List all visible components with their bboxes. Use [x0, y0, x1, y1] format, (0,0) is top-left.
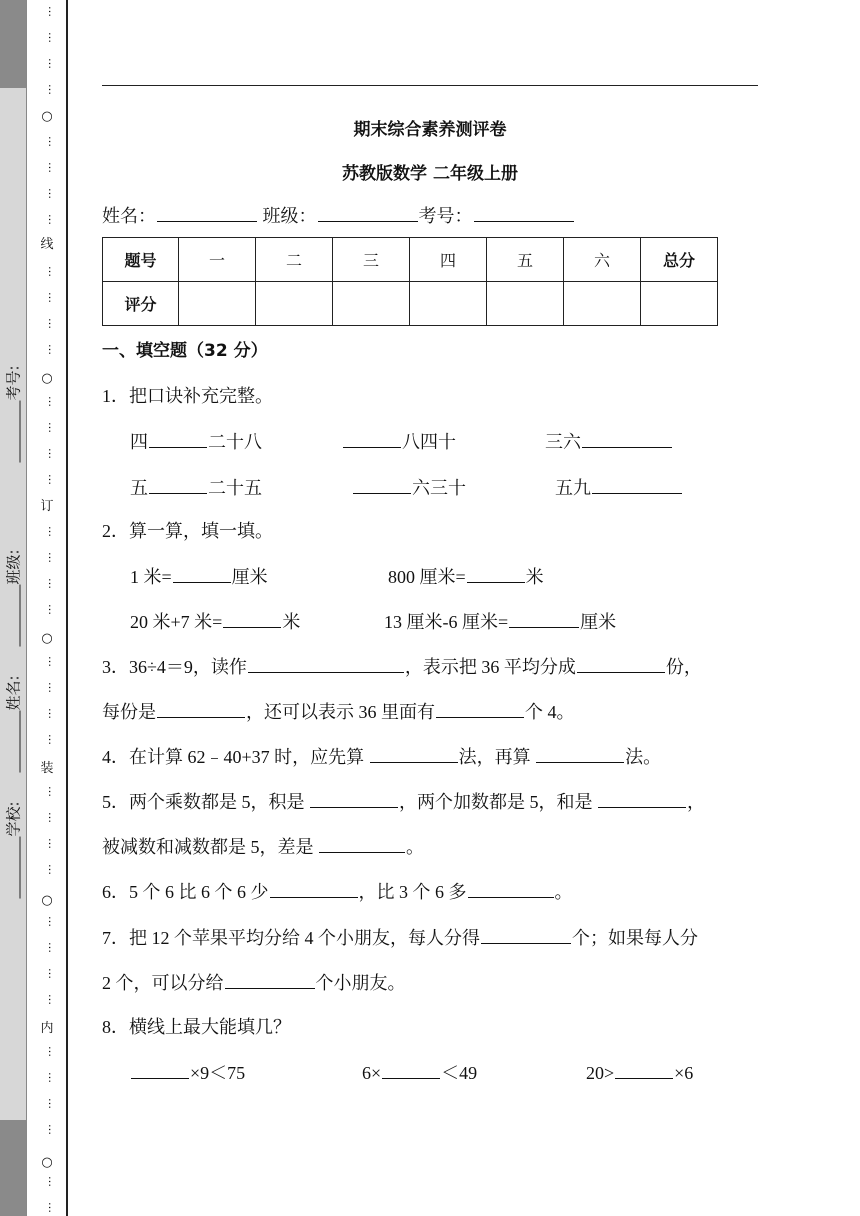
cut-dots: … — [46, 1098, 59, 1109]
question-2: 2．算一算，填一填。 — [102, 521, 273, 541]
cut-dots: … — [46, 396, 59, 407]
answer-blank[interactable] — [157, 699, 245, 718]
sidebar-bottom-block — [0, 1120, 26, 1216]
answer-blank[interactable] — [248, 654, 404, 673]
sidebar-class: 班级: — [3, 549, 24, 650]
answer-blank[interactable] — [509, 609, 579, 628]
cut-dots: … — [46, 188, 59, 199]
question-7-line2: 2 个，可以分给 个小朋友。 — [102, 970, 406, 995]
cut-dots: … — [46, 1072, 59, 1083]
exam-no-blank[interactable] — [8, 401, 21, 463]
cut-dots: … — [46, 214, 59, 225]
q2-c: 20 米+7 米= 米 — [130, 609, 300, 634]
score-header-row — [103, 238, 718, 282]
cut-dots: … — [46, 344, 59, 355]
table-cell: 一 — [179, 238, 256, 282]
answer-blank[interactable] — [592, 475, 682, 494]
question-4: 4．在计算 62﹣40+37 时，应先算 法，再算 法。 — [102, 744, 661, 769]
answer-blank[interactable] — [310, 789, 398, 808]
question-6: 6．5 个 6 比 6 个 6 少 ，比 3 个 6 多 。 — [102, 879, 573, 904]
score-value-row — [103, 282, 718, 326]
q1-row2-a: 五 二十五 — [130, 475, 262, 500]
score-input-cell[interactable] — [487, 282, 564, 326]
answer-blank[interactable] — [467, 564, 525, 583]
score-input-cell[interactable] — [333, 282, 410, 326]
header-rule — [102, 85, 758, 86]
question-5-line1: 5．两个乘数都是 5，积是 ，两个加数都是 5，和是 ， — [102, 789, 705, 814]
answer-blank[interactable] — [582, 429, 672, 448]
exam-label: 考号： — [418, 206, 473, 226]
cut-mark: 线 — [40, 237, 54, 252]
answer-blank[interactable] — [353, 475, 411, 494]
answer-blank[interactable] — [598, 789, 686, 808]
cut-ring: ○ — [41, 109, 53, 124]
student-info-line — [102, 203, 575, 228]
answer-blank[interactable] — [149, 429, 207, 448]
cut-dots: … — [46, 838, 59, 849]
q1-row2-b: 六三十 — [352, 475, 466, 500]
score-input-cell[interactable] — [641, 282, 718, 326]
class-blank[interactable] — [8, 585, 21, 647]
cut-mark: 订 — [40, 499, 54, 514]
cut-dots: … — [46, 682, 59, 693]
answer-blank[interactable] — [481, 925, 571, 944]
answer-blank[interactable] — [343, 429, 401, 448]
question-1: 1．把口诀补充完整。 — [102, 386, 273, 406]
sidebar-exam-no: 考号: — [3, 365, 24, 466]
q8-c: 20> ×6 — [586, 1060, 693, 1085]
cut-dots: … — [46, 292, 59, 303]
answer-blank[interactable] — [223, 609, 281, 628]
score-table — [102, 237, 718, 326]
cut-dots: … — [46, 526, 59, 537]
cut-dots: … — [46, 136, 59, 147]
cut-dots: … — [46, 84, 59, 95]
cut-dots: … — [46, 968, 59, 979]
table-cell: 总分 — [641, 238, 718, 282]
score-input-cell[interactable] — [256, 282, 333, 326]
cut-dots: … — [46, 448, 59, 459]
cut-dots: … — [46, 1176, 59, 1187]
score-input-cell[interactable] — [410, 282, 487, 326]
cut-dots: … — [46, 162, 59, 173]
q1-row1-b: 八四十 — [342, 429, 456, 454]
q8-a: ×9＜75 — [130, 1060, 245, 1085]
answer-blank[interactable] — [536, 744, 624, 763]
table-cell: 二 — [256, 238, 333, 282]
answer-blank[interactable] — [615, 1060, 673, 1079]
table-cell: 四 — [410, 238, 487, 282]
page-subtitle: 苏教版数学 二年级上册 — [342, 164, 518, 184]
cut-dots: … — [46, 32, 59, 43]
cut-ring: ○ — [41, 893, 53, 908]
cut-dots: … — [46, 318, 59, 329]
cut-dots: … — [46, 708, 59, 719]
q2-a: 1 米= 厘米 — [130, 564, 268, 589]
cut-line-column — [36, 0, 58, 1216]
answer-blank[interactable] — [149, 475, 207, 494]
class-field[interactable] — [318, 203, 418, 222]
cut-dots: … — [46, 734, 59, 745]
cut-ring: ○ — [41, 371, 53, 386]
cut-dots: … — [46, 864, 59, 875]
answer-blank[interactable] — [225, 970, 315, 989]
table-cell: 评分 — [103, 282, 179, 326]
score-input-cell[interactable] — [564, 282, 641, 326]
cut-dots: … — [46, 916, 59, 927]
cut-dots: … — [46, 422, 59, 433]
exam-field[interactable] — [474, 203, 574, 222]
answer-blank[interactable] — [382, 1060, 440, 1079]
section-heading: 一、填空题（32 分） — [102, 341, 268, 361]
cut-dots: … — [46, 942, 59, 953]
table-cell: 三 — [333, 238, 410, 282]
cut-dots: … — [46, 578, 59, 589]
binding-sidebar — [0, 0, 27, 1216]
answer-blank[interactable] — [270, 879, 358, 898]
cut-dots: … — [46, 994, 59, 1005]
q1-row2-c: 五九 — [555, 475, 683, 500]
cut-dots: … — [46, 1124, 59, 1135]
answer-blank[interactable] — [436, 699, 524, 718]
cut-dots: … — [46, 786, 59, 797]
page-title: 期末综合素养测评卷 — [353, 120, 507, 140]
answer-blank[interactable] — [370, 744, 458, 763]
name-label: 姓名： — [102, 206, 156, 226]
question-3-line1: 3．36÷4＝9，读作 ，表示把 36 平均分成 份， — [102, 654, 702, 679]
score-input-cell[interactable] — [179, 282, 256, 326]
name-blank[interactable] — [8, 711, 21, 773]
q2-d: 13 厘米-6 厘米= 厘米 — [384, 609, 616, 634]
name-field[interactable] — [157, 203, 257, 222]
cut-dots: … — [46, 58, 59, 69]
q1-row1-a: 四 二十八 — [130, 429, 262, 454]
cut-dots: … — [46, 1202, 59, 1213]
cut-mark: 装 — [40, 761, 54, 776]
margin-rule — [66, 0, 68, 1216]
table-cell: 六 — [564, 238, 641, 282]
sidebar-top-block — [0, 0, 26, 88]
question-5-line2: 被减数和减数都是 5，差是 。 — [102, 834, 424, 859]
table-cell: 五 — [487, 238, 564, 282]
question-8: 8．横线上最大能填几？ — [102, 1017, 291, 1037]
question-3-line2: 每份是 ，还可以表示 36 里面有 个 4。 — [102, 699, 575, 724]
q2-b: 800 厘米= 米 — [388, 564, 544, 589]
answer-blank[interactable] — [319, 834, 405, 853]
cut-dots: … — [46, 552, 59, 563]
q8-b: 6× ＜49 — [362, 1060, 477, 1085]
answer-blank[interactable] — [468, 879, 554, 898]
cut-dots: … — [46, 6, 59, 17]
cut-dots: … — [46, 266, 59, 277]
answer-blank[interactable] — [131, 1060, 189, 1079]
cut-dots: … — [46, 656, 59, 667]
sidebar-name: 姓名: — [3, 675, 24, 776]
school-blank[interactable] — [8, 837, 21, 899]
answer-blank[interactable] — [173, 564, 231, 583]
cut-mark: 内 — [40, 1021, 54, 1036]
q1-row1-c: 三六 — [545, 429, 673, 454]
cut-ring: ○ — [41, 1155, 53, 1170]
table-cell: 题号 — [103, 238, 179, 282]
cut-dots: … — [46, 604, 59, 615]
question-7-line1: 7．把 12 个苹果平均分给 4 个小朋友，每人分得 个；如果每人分 — [102, 925, 698, 950]
class-label: 班级： — [262, 206, 317, 226]
cut-dots: … — [46, 1046, 59, 1057]
cut-dots: … — [46, 474, 59, 485]
cut-dots: … — [46, 812, 59, 823]
cut-ring: ○ — [41, 631, 53, 646]
sidebar-school: 学校: — [3, 801, 24, 902]
answer-blank[interactable] — [577, 654, 665, 673]
